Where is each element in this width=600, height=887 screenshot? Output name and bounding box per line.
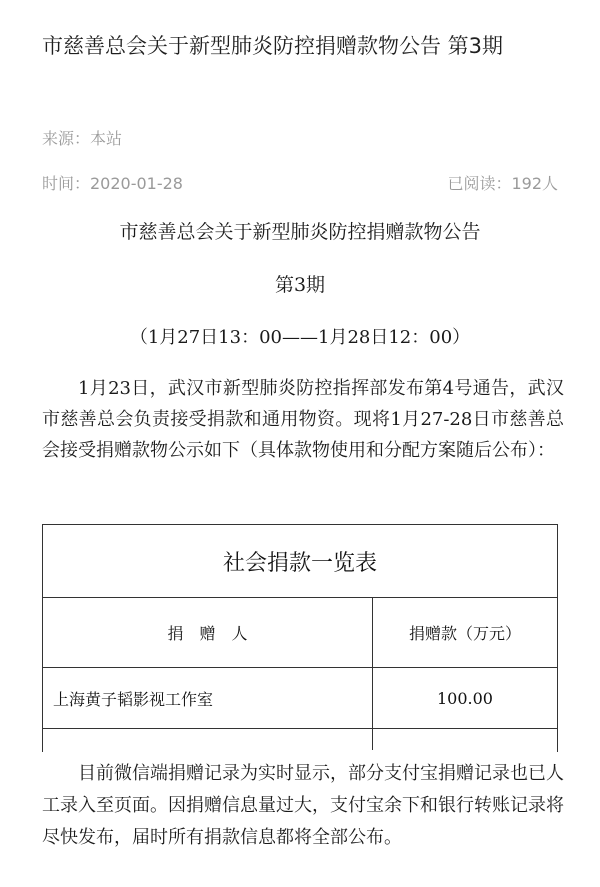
table-title: 社会捐款一览表	[43, 525, 557, 598]
page-title: 市慈善总会关于新型肺炎防控捐赠款物公告 第3期	[42, 34, 504, 58]
amount-cell: 100.00	[437, 688, 493, 708]
intro-paragraph: 1月23日，武汉市新型肺炎防控指挥部发布第4号通告，武汉市慈善总会负责接受捐款和通用物资。现将1月27-28日市慈善总会接受捐赠款物公示如下（具体款物使用和分配方案随后公布）：	[42, 378, 564, 461]
partial-cell	[43, 729, 373, 750]
header-donor: 捐 赠 人	[43, 598, 373, 667]
footer-note-paragraph: 目前微信端捐赠记录为实时显示，部分支付宝捐赠记录也已人工录入至页面。因捐赠信息量过大，支付宝余下和银行转账记录将尽快发布，届时所有捐款信息都将全部公布。	[42, 763, 564, 848]
article-source: 来源：本站	[42, 129, 123, 148]
article-date: 时间：2020-01-28	[42, 174, 183, 193]
donor-cell: 上海黄子韬影视工作室	[43, 668, 373, 728]
table-header-row	[43, 598, 557, 668]
announcement-period: （1月27日13：00——1月28日12：00）	[129, 327, 471, 348]
table-row-partial	[43, 729, 557, 750]
table-row	[43, 668, 557, 729]
donation-table	[42, 524, 558, 752]
partial-cell	[373, 729, 557, 750]
announcement-issue: 第3期	[274, 274, 326, 296]
header-amount: 捐赠款（万元）	[408, 624, 521, 643]
announcement-heading: 市慈善总会关于新型肺炎防控捐赠款物公告	[119, 221, 481, 243]
article-meta-row	[42, 171, 558, 194]
view-count: 已阅读：192人	[447, 174, 558, 193]
